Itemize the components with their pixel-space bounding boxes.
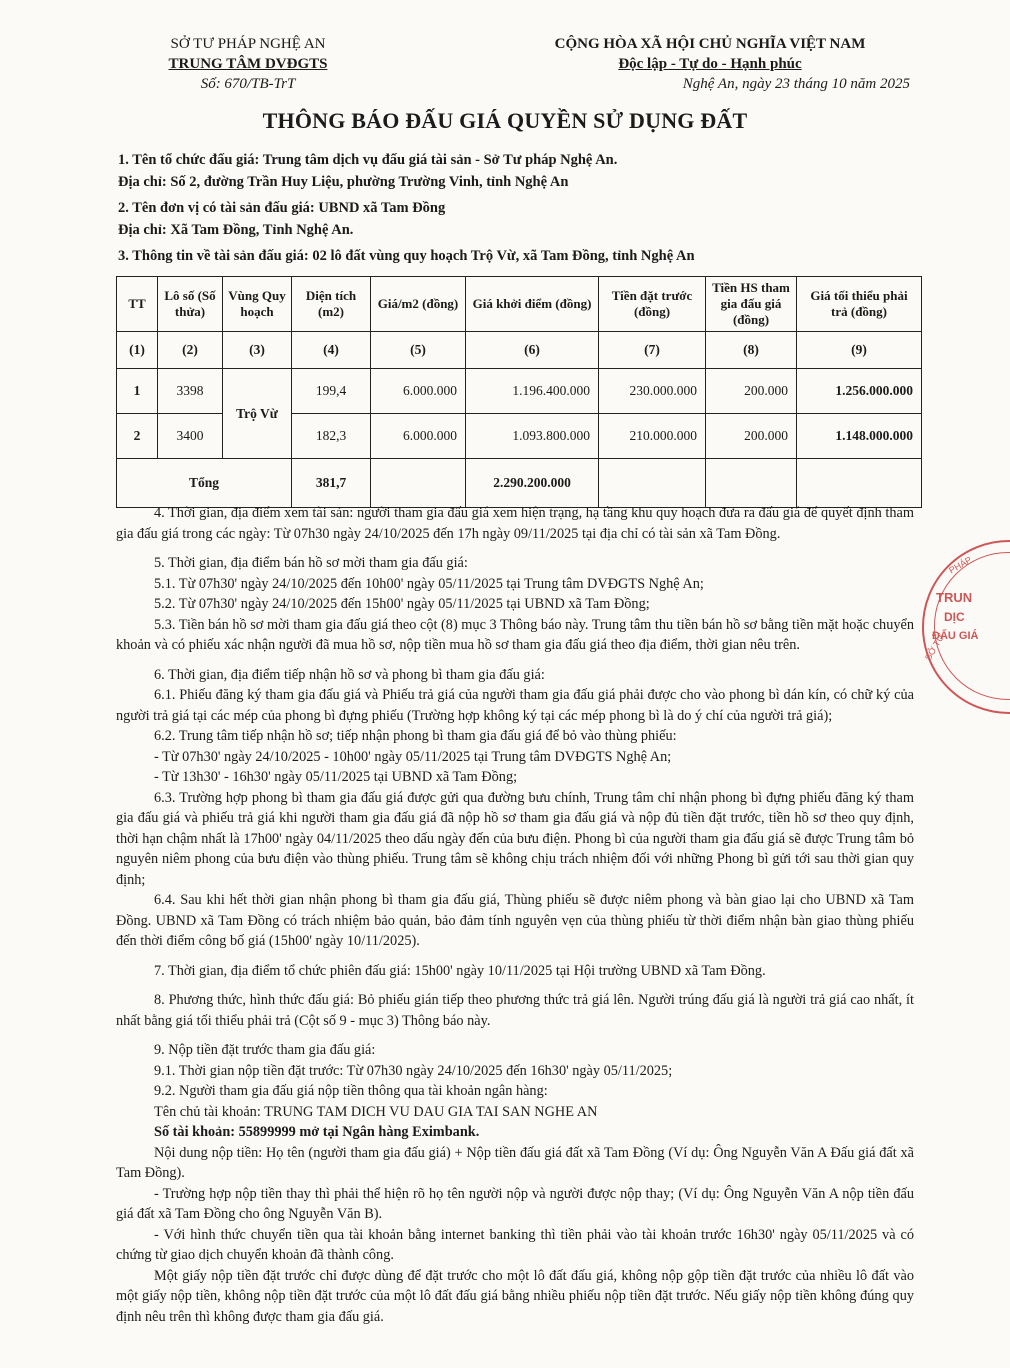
- cell-fee: 200.000: [706, 369, 797, 414]
- header-fee: Tiền HS tham gia đấu giá (đồng): [706, 277, 797, 332]
- header-tt: TT: [117, 277, 158, 332]
- table-header-row: [117, 277, 922, 332]
- paragraph-6-1: 6.1. Phiếu đăng ký tham gia đấu giá và Phiếu trả giá của người tham gia đấu giá phải được cho vào phong bì dán kín, có chữ ký của người trả giá tại các mép của phong bì đựng phiếu (Trường hợp không ký tại các mép phong bì là do ý chí của người trả giá);: [116, 687, 914, 724]
- cell-deposit: 210.000.000: [599, 414, 706, 459]
- stamp-text-3: ĐẤU GIÁ: [932, 630, 979, 642]
- index-cell: (6): [466, 332, 599, 369]
- empty-cell: [706, 459, 797, 508]
- index-cell: (4): [292, 332, 371, 369]
- cell-start-price: 1.093.800.000: [466, 414, 599, 459]
- index-cell: (5): [371, 332, 466, 369]
- stamp-inner-ring: [934, 552, 1010, 700]
- empty-cell: [797, 459, 922, 508]
- header-area: Diện tích (m2): [292, 277, 371, 332]
- stamp-text-2: DỊC: [944, 610, 965, 624]
- header-price-m2: Giá/m2 (đồng): [371, 277, 466, 332]
- index-cell: (1): [117, 332, 158, 369]
- place-date: Nghệ An, ngày 23 tháng 10 năm 2025: [682, 76, 910, 92]
- paragraph-5: 5. Thời gian, địa điểm bán hồ sơ mời tham gia đấu giá:: [154, 555, 468, 571]
- notice-body: [116, 503, 914, 1327]
- paragraph-4: 4. Thời gian, địa điểm xem tài sản: người tham gia đấu giá xem hiện trạng, hạ tầng khu quy hoạch đưa ra đấu giá để quyết định tham gia đấu giá trong các ngày: Từ 07h30 ngày 24/10/2025 đến 17h ngày 09/11/2025 tại địa chỉ có tài sản xã Tam Đồng.: [116, 505, 914, 542]
- nation-title: CỘNG HÒA XÃ HỘI CHỦ NGHĨA VIỆT NAM: [554, 36, 866, 52]
- paragraph-6-2-b: - Từ 13h30' - 16h30' ngày 05/11/2025 tại UBND xã Tam Đồng;: [154, 769, 518, 785]
- index-cell: (2): [158, 332, 223, 369]
- table-index-row: [117, 332, 922, 369]
- total-label: Tổng: [117, 459, 292, 508]
- document-title: THÔNG BÁO ĐẤU GIÁ QUYỀN SỬ DỤNG ĐẤT: [262, 108, 748, 133]
- cell-price-m2: 6.000.000: [371, 414, 466, 459]
- paragraph-5-2: 5.2. Từ 07h30' ngày 24/10/2025 đến 15h00' ngày 05/11/2025 tại UBND xã Tam Đồng;: [154, 596, 650, 612]
- stamp-top-text: PHÁP: [947, 554, 974, 576]
- proxy-payment: - Trường hợp nộp tiền thay thì phải thể hiện rõ họ tên người nộp và người được nộp thay; (Ví dụ: Ông Nguyễn Văn A nộp tiền đấu giá đất xã Tam Đồng cho ông Nguyễn Văn B).: [116, 1185, 914, 1222]
- cell-area: 199,4: [292, 369, 371, 414]
- paragraph-9-1: 9.1. Thời gian nộp tiền đặt trước: Từ 07h30 ngày 24/10/2025 đến 16h30' ngày 05/11/2025;: [154, 1062, 673, 1079]
- cell-tt: 2: [117, 414, 158, 459]
- index-cell: (9): [797, 332, 922, 369]
- payment-content: Nội dung nộp tiền: Họ tên (người tham gia đấu giá) + Nộp tiền đấu giá đất xã Tam Đồng (Ví dụ: Ông Nguyễn Văn A Đấu giá đất xã Tam Đồng).: [116, 1144, 914, 1181]
- cell-zone: Trộ Vừ: [223, 369, 292, 459]
- total-area: 381,7: [292, 459, 371, 508]
- org-name: TRUNG TÂM DVĐGTS: [168, 56, 328, 72]
- header-left: [128, 34, 368, 94]
- header-right: [500, 34, 920, 94]
- motto: Độc lập - Tự do - Hạnh phúc: [618, 56, 802, 72]
- header-min-pay: Giá tối thiểu phải trả (đồng): [797, 277, 922, 332]
- paragraph-6-2-a: - Từ 07h30' ngày 24/10/2025 - 10h00' ngày 05/11/2025 tại Trung tâm DVĐGTS Nghệ An;: [154, 748, 672, 765]
- cell-tt: 1: [117, 369, 158, 414]
- paragraph-9-2: 9.2. Người tham gia đấu giá nộp tiền thông qua tài khoản ngân hàng:: [154, 1083, 548, 1099]
- index-cell: (7): [599, 332, 706, 369]
- cell-deposit: 230.000.000: [599, 369, 706, 414]
- cell-area: 182,3: [292, 414, 371, 459]
- cell-lot: 3398: [158, 369, 223, 414]
- account-name: Tên chủ tài khoản: TRUNG TAM DICH VU DAU GIA TAI SAN NGHE AN: [154, 1103, 598, 1120]
- stamp-left-text: SỞ TƯ: [922, 631, 947, 663]
- paragraph-5-3: 5.3. Tiền bán hồ sơ mời tham gia đấu giá theo cột (8) mục 3 Thông báo này. Trung tâm thu tiền bán hồ sơ bằng tiền mặt hoặc chuyển khoản và có phiếu xác nhận người đã mua hồ sơ, nộp tiền mua hồ sơ tham gia đấu giá theo địa điểm, thời gian nêu trên.: [116, 616, 914, 653]
- header-lot: Lô số (Số thửa): [158, 277, 223, 332]
- org-parent: SỞ TƯ PHÁP NGHỆ AN: [170, 36, 326, 52]
- internet-banking-note: - Với hình thức chuyển tiền qua tài khoản bằng internet banking thì tiền phải vào tài khoản trước 16h30' ngày 05/11/2025 và có chứng từ giao dịch chuyển khoản đã thành công.: [116, 1226, 914, 1263]
- cell-price-m2: 6.000.000: [371, 369, 466, 414]
- header-zone: Vùng Quy hoạch: [223, 277, 292, 332]
- paragraph-9: 9. Nộp tiền đặt trước tham gia đấu giá:: [154, 1042, 376, 1058]
- empty-cell: [371, 459, 466, 508]
- account-number: Số tài khoản: 55899999 mở tại Ngân hàng Eximbank.: [154, 1124, 480, 1140]
- asset-table: [116, 276, 922, 508]
- cell-min-pay: 1.256.000.000: [797, 369, 922, 414]
- stamp-text-1: TRUN: [936, 590, 973, 605]
- cell-lot: 3400: [158, 414, 223, 459]
- paragraph-8: 8. Phương thức, hình thức đấu giá: Bỏ phiếu gián tiếp theo phương thức trả giá lên. Người trúng đấu giá là người trả giá cao nhất, ít nhất bằng giá tối thiểu phải trả (Cột số 9 - mục 3) Thông báo này.: [116, 992, 914, 1029]
- total-start-price: 2.290.200.000: [466, 459, 599, 508]
- paragraph-6-2: 6.2. Trung tâm tiếp nhận hồ sơ; tiếp nhận phong bì tham gia đấu giá để bỏ vào thùng phiếu:: [154, 728, 677, 744]
- paragraph-6: 6. Thời gian, địa điểm tiếp nhận hồ sơ và phong bì tham gia đấu giá:: [154, 666, 545, 683]
- section-1-address: Địa chỉ: Số 2, đường Trần Huy Liệu, phường Trường Vinh, tỉnh Nghệ An: [118, 174, 569, 190]
- deposit-rule: Một giấy nộp tiền đặt trước chỉ được dùng để đặt trước cho một lô đất đấu giá, không nộp gộp tiền đặt trước của nhiều lô đất vào một giấy nộp tiền, không nộp tiền đặt trước của một lô đất đấu giá bằng nhiều phiếu nộp tiền đặt trước. Nếu giấy nộp tiền không đúng quy định nêu trên thì không được tham gia đấu giá.: [116, 1267, 914, 1325]
- section-2-name: 2. Tên đơn vị có tài sản đấu giá: UBND xã Tam Đồng: [118, 200, 446, 216]
- section-1-name: 1. Tên tổ chức đấu giá: Trung tâm dịch vụ đấu giá tài sản - Sở Tư pháp Nghệ An.: [118, 152, 618, 168]
- table-row: [117, 369, 922, 414]
- cell-start-price: 1.196.400.000: [466, 369, 599, 414]
- cell-min-pay: 1.148.000.000: [797, 414, 922, 459]
- section-2-address: Địa chỉ: Xã Tam Đồng, Tỉnh Nghệ An.: [118, 222, 354, 238]
- index-cell: (8): [706, 332, 797, 369]
- paragraph-7: 7. Thời gian, địa điểm tổ chức phiên đấu giá: 15h00' ngày 10/11/2025 tại Hội trường UBND xã Tam Đồng.: [154, 962, 766, 979]
- red-seal-stamp: [922, 540, 1010, 714]
- paragraph-6-3: 6.3. Trường hợp phong bì tham gia đấu giá được gửi qua đường bưu chính, Trung tâm chỉ nhận phong bì đựng phiếu đăng ký tham gia đấu giá và phiếu trả giá khi người tham gia đấu giá đã nộp hồ sơ tham gia đấu giá và nộp đủ tiền đặt trước, tiền hồ sơ theo quy định, thời hạn chậm nhất là 17h00' ngày 04/11/2025 theo dấu ngày đến của bưu điện. Phong bì của người tham gia đấu giá sẽ được Trung tâm bỏ nguyên niêm phong của bưu điện vào thùng phiếu. Trung tâm sẽ không chịu trách nhiệm đối với những Phong bì gửi tới sau thời gian quy định;: [116, 789, 914, 888]
- paragraph-5-1: 5.1. Từ 07h30' ngày 24/10/2025 đến 10h00' ngày 05/11/2025 tại Trung tâm DVĐGTS Nghệ An;: [154, 575, 704, 592]
- table-total-row: [117, 459, 922, 508]
- empty-cell: [599, 459, 706, 508]
- index-cell: (3): [223, 332, 292, 369]
- header-start-price: Giá khởi điểm (đồng): [466, 277, 599, 332]
- doc-number: Số: 670/TB-TrT: [200, 76, 296, 92]
- header-deposit: Tiền đặt trước (đồng): [599, 277, 706, 332]
- paragraph-6-4: 6.4. Sau khi hết thời gian nhận phong bì tham gia đấu giá, Thùng phiếu sẽ được niêm phong và bàn giao lại cho UBND xã Tam Đồng. UBND xã Tam Đồng có trách nhiệm bảo quản, bảo đảm tính nguyên vẹn của thùng phiếu từ thời điểm nhận bàn giao thùng phiếu đến thời điểm công bố giá (15h00' ngày 10/11/2025).: [116, 892, 914, 949]
- cell-fee: 200.000: [706, 414, 797, 459]
- section-3-title: 3. Thông tin về tài sản đấu giá: 02 lô đất vùng quy hoạch Trộ Vừ, xã Tam Đồng, tỉnh Nghệ An: [118, 248, 695, 264]
